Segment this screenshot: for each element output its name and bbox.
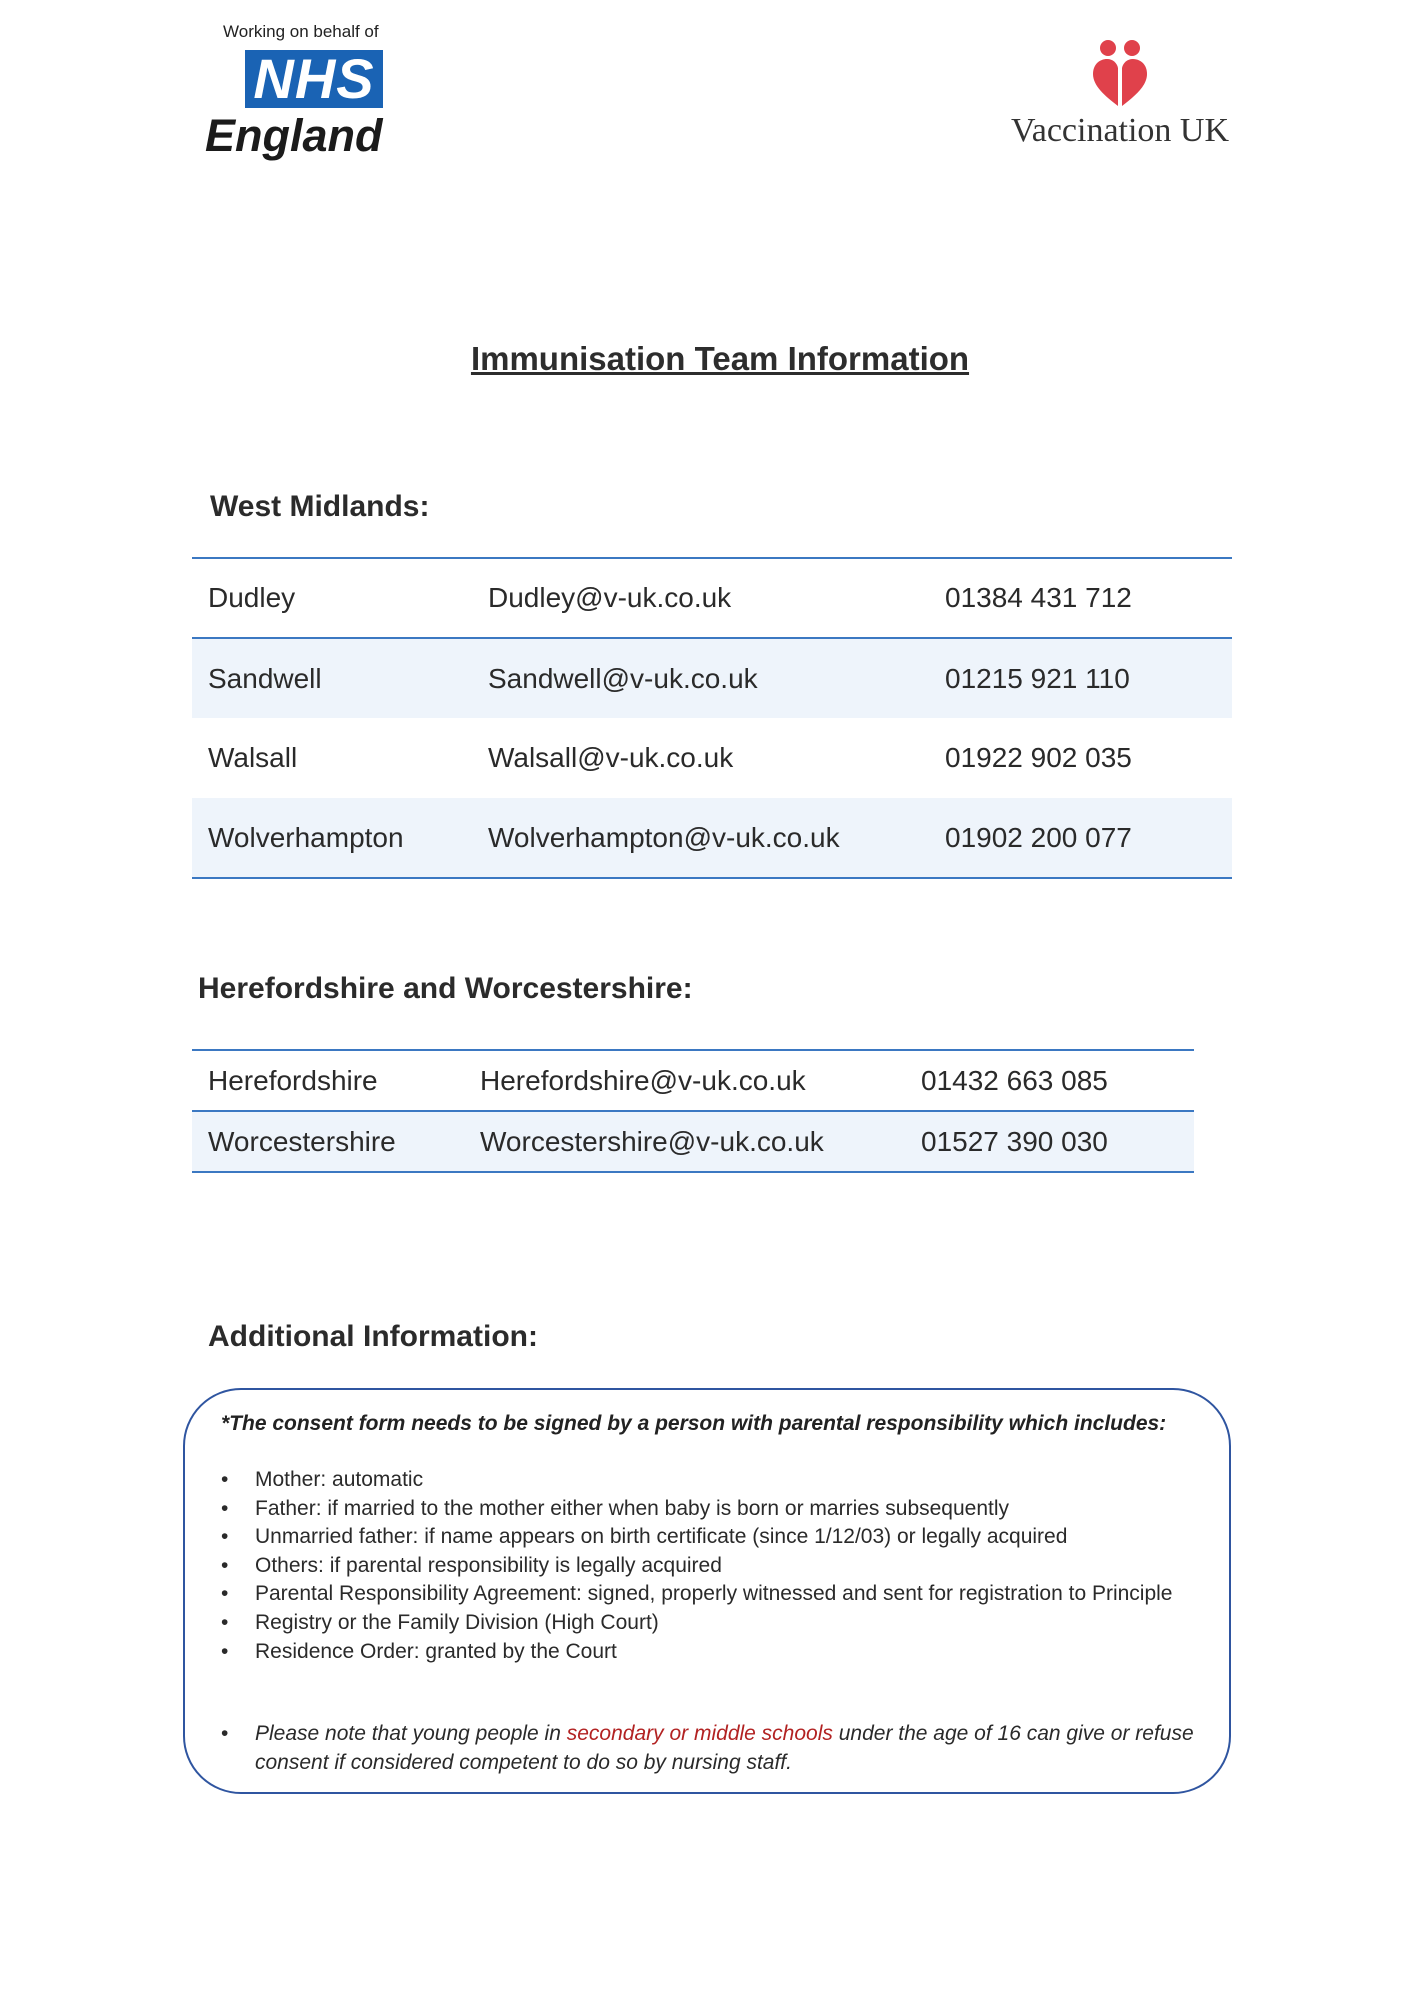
phone-cell: 01384 431 712	[945, 558, 1232, 638]
area-cell: Worcestershire	[192, 1111, 480, 1172]
list-item-text: Residence Order: granted by the Court	[255, 1639, 617, 1663]
vaccination-uk-hearts-icon	[1085, 38, 1155, 110]
page-title: Immunisation Team Information	[470, 340, 970, 377]
bullet-icon: •	[221, 1496, 229, 1520]
nhs-region-text: England	[205, 110, 383, 161]
additional-info-heading: Additional Information:	[208, 1320, 538, 1353]
vaccination-uk-name: Vaccination UK	[1010, 112, 1230, 149]
email-link[interactable]: Worcestershire@v-uk.co.uk	[480, 1111, 921, 1172]
area-cell: Herefordshire	[192, 1050, 480, 1111]
consent-intro-text: *The consent form needs to be signed by a person with parental responsibility which includes:	[221, 1412, 1167, 1435]
nhs-england-logo	[205, 20, 395, 165]
consent-list	[221, 1466, 1211, 1666]
nhs-working-on-behalf-text: Working on behalf of	[223, 22, 379, 41]
phone-cell: 01432 663 085	[921, 1050, 1194, 1111]
note-highlight: secondary or middle schools	[566, 1722, 833, 1745]
email-link[interactable]: Dudley@v-uk.co.uk	[488, 558, 945, 638]
list-item	[221, 1609, 1211, 1638]
list-item	[221, 1495, 1211, 1524]
list-item	[221, 1638, 1211, 1667]
email-link[interactable]: Herefordshire@v-uk.co.uk	[480, 1050, 921, 1111]
age-consent-note	[221, 1720, 1211, 1777]
list-item	[221, 1466, 1211, 1495]
hereford-worcester-table	[192, 1049, 1194, 1173]
area-cell: Dudley	[192, 558, 488, 638]
phone-cell: 01902 200 077	[945, 798, 1232, 878]
table-row	[192, 1111, 1194, 1172]
note-text-start: Please note that young people in	[255, 1722, 567, 1745]
table-row	[192, 1050, 1194, 1111]
phone-cell: 01527 390 030	[921, 1111, 1194, 1172]
list-item	[221, 1552, 1211, 1581]
bullet-icon: •	[221, 1468, 229, 1491]
table-row	[192, 638, 1232, 718]
vaccination-uk-logo	[1000, 38, 1240, 158]
table-row	[192, 798, 1232, 878]
list-item-text: Mother: automatic	[255, 1468, 424, 1491]
west-midlands-table	[192, 557, 1232, 879]
email-link[interactable]: Sandwell@v-uk.co.uk	[488, 638, 945, 718]
bullet-icon: •	[221, 1525, 229, 1549]
bullet-icon: •	[221, 1639, 229, 1663]
area-cell: Walsall	[208, 742, 298, 773]
area-cell: Wolverhampton	[192, 798, 488, 878]
table-row	[192, 718, 1232, 798]
west-midlands-heading: West Midlands:	[210, 490, 430, 523]
list-item-text: Unmarried father: if name appears on birth certificate (since 1/12/03) or legally acquired	[255, 1525, 1068, 1549]
phone-cell: 01922 902 035	[945, 742, 1132, 773]
area-cell: Sandwell	[192, 638, 488, 718]
note-text-end: under the age of 16 can give or refuse consent if considered competent to do so by nursing staff.	[255, 1722, 1194, 1774]
hereford-worcester-heading: Herefordshire and Worcestershire:	[198, 972, 693, 1005]
list-item	[221, 1523, 1211, 1552]
phone-cell: 01215 921 110	[945, 638, 1232, 718]
nhs-mark: NHS	[245, 50, 383, 108]
table-row	[192, 558, 1232, 638]
list-item	[221, 1580, 1211, 1609]
list-item-text: Parental Responsibility Agreement: signed, properly witnessed and sent for registration to Principle	[255, 1582, 1173, 1606]
bullet-icon: •	[221, 1582, 229, 1606]
list-item-text: Others: if parental responsibility is legally acquired	[255, 1553, 722, 1577]
list-item-text: Registry or the Family Division (High Court)	[255, 1610, 659, 1634]
email-link[interactable]: Walsall@v-uk.co.uk	[488, 742, 734, 773]
list-item-text: Father: if married to the mother either when baby is born or marries subsequently	[255, 1496, 1010, 1520]
bullet-icon: •	[221, 1722, 229, 1745]
bullet-icon: •	[221, 1610, 229, 1634]
additional-info-box	[183, 1388, 1231, 1794]
email-link[interactable]: Wolverhampton@v-uk.co.uk	[488, 798, 945, 878]
bullet-icon: •	[221, 1553, 229, 1577]
